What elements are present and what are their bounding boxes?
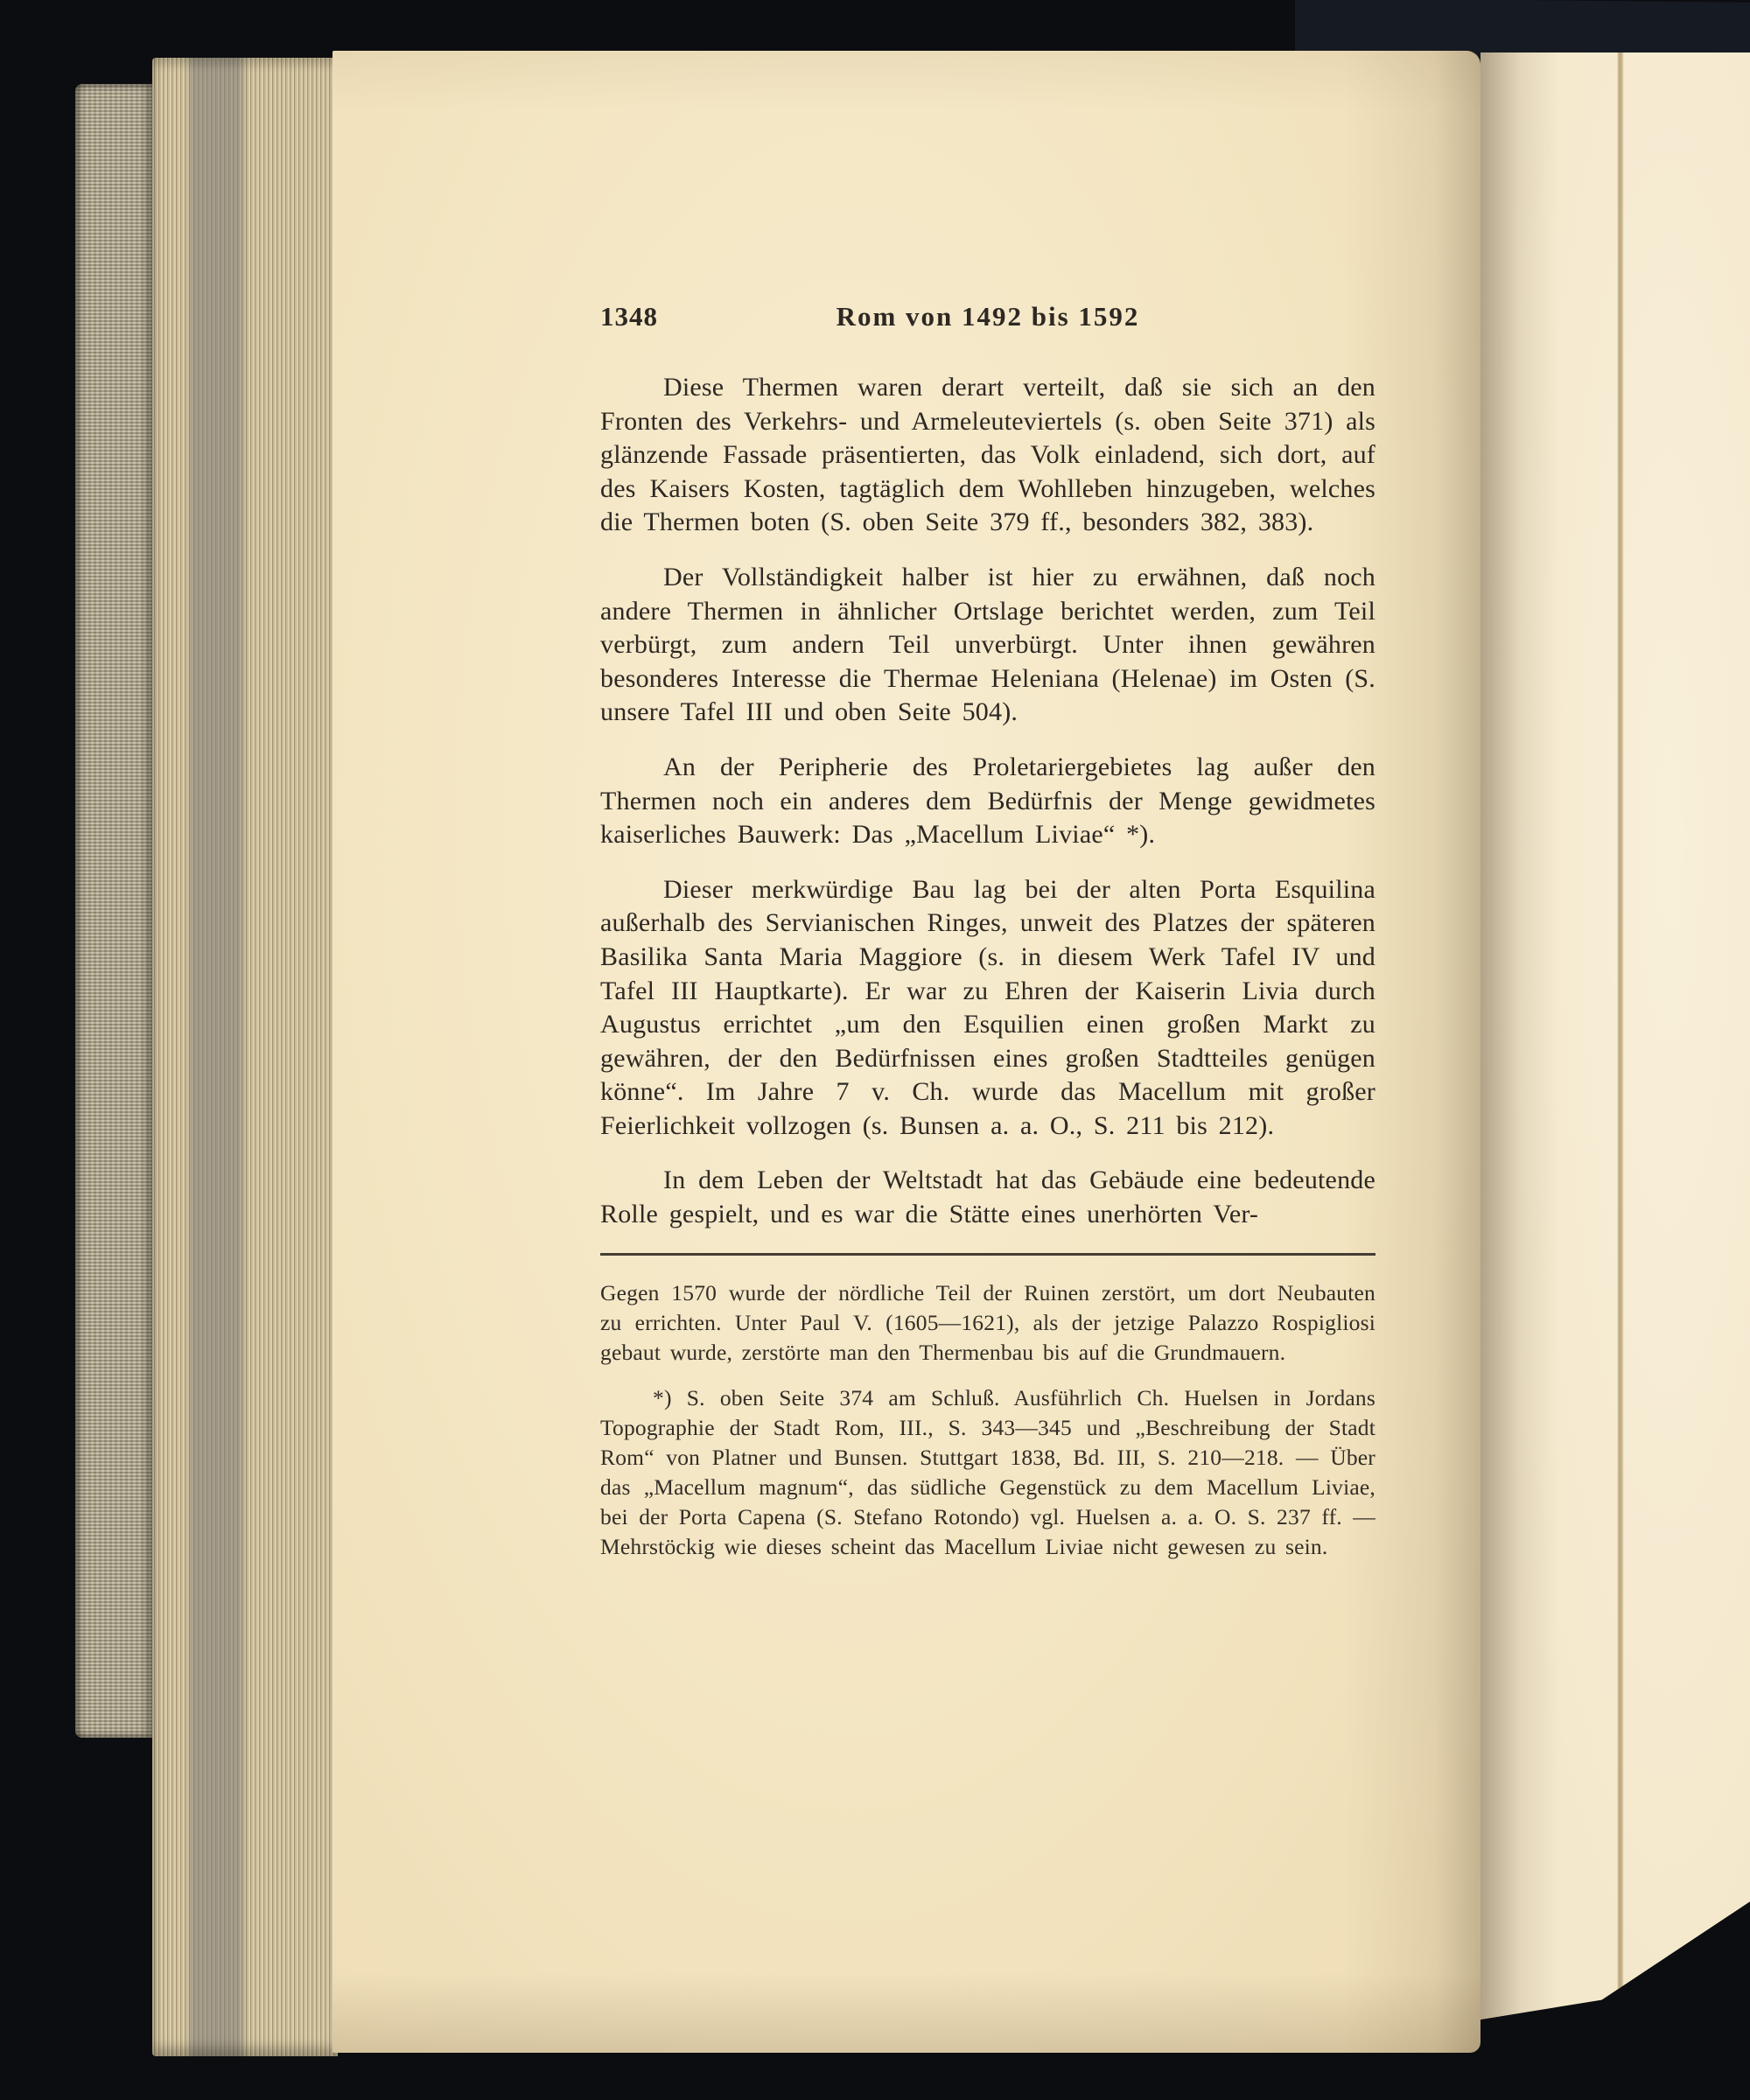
paragraph-weitere-thermen: Der Vollständigkeit halber ist hier zu erwähnen, daß noch andere Thermen in ähnlicher Ortslage berichtet werden, zum Teil verbürgt, zum andern Teil unverbürgt. Unter ihnen gewähren besonderes Interesse die Thermae Heleniana (Helenae) im Osten (S. unsere Tafel III und oben Seite 504). [600,562,1376,727]
cover-board-edge [75,84,152,1738]
text-block [600,301,1376,1578]
footnote-divider [600,1253,1376,1256]
paragraph-macellum-liviae: An der Peripherie des Proletariergebietes lag außer den Thermen noch ein anderes dem Bedürfnis der Menge gewidmetes kaiserliches Bauwerk: Das „Macellum Liviae“ *). [600,752,1376,850]
page-number: 1348 [600,301,658,332]
paragraph-thermen-verteilung: Diese Thermen waren derart verteilt, daß sie sich an den Fronten des Verkehrs- und Armeleuteviertels (s. oben Seite 371) als glänzende Fassade präsentierten, das Volk einladend, sich dort, auf des Kaisers Kosten, tagtäglich dem Wohlleben hinzugeben, welches die Thermen boten (S. oben Seite 379 ff., besonders 382, 383). [600,373,1376,537]
paragraph-leben-der-weltstadt: In dem Leben der Weltstadt hat das Gebäude eine bedeutende Rolle gespielt, und es war die Stätte eines unerhörten Ver- [600,1166,1376,1229]
footnote-continuation: Gegen 1570 wurde der nördliche Teil der Ruinen zerstört, um dort Neubauten zu errichten. Unter Paul V. (1605—1621), als der jetzige Palazzo Rospigliosi gebaut wurde, zerstörte man den Thermenbau bis auf die Grundmauern. [600,1279,1376,1365]
facing-page-sliver [1480,52,1750,2020]
paragraph-porta-esquilina: Dieser merkwürdige Bau lag bei der alten Porta Esquilina außerhalb des Servianischen Ringes, unweit des Platzes der späteren Basilika Santa Maria Maggiore (s. in diesem Werk Tafel IV und Tafel III Hauptkarte). Er war zu Ehren der Kaiserin Livia durch Augustus errichtet „um den Esquilien einen großen Markt zu gewähren, der den Bedürfnissen eines großen Stadtteiles genügen könne“. Im Jahre 7 v. Ch. wurde das Macellum mit großer Feierlichkeit vollzogen (s. Bunsen a. a. O., S. 211 bis 212). [600,874,1376,1140]
footnote-asterisk: *) S. oben Seite 374 am Schluß. Ausführlich Ch. Huelsen in Jordans Topographie der Stadt Rom, III., S. 343—345 und „Beschreibung der Stadt Rom“ von Platner und Bunsen. Stuttgart 1838, Bd. III, S. 210—218. — Über das „Macellum magnum“, das südliche Gegenstück zu dem Macellum Liviae, bei der Porta Capena (S. Stefano Rotondo) vgl. Huelsen a. a. O. S. 237 ff. — Mehrstöckig wie dieses scheint das Macellum Liviae nicht gewesen zu sein. [600,1384,1376,1559]
running-title: Rom von 1492 bis 1592 [836,301,1140,332]
page-edge-stack [152,58,338,2056]
page-header [600,301,1376,336]
